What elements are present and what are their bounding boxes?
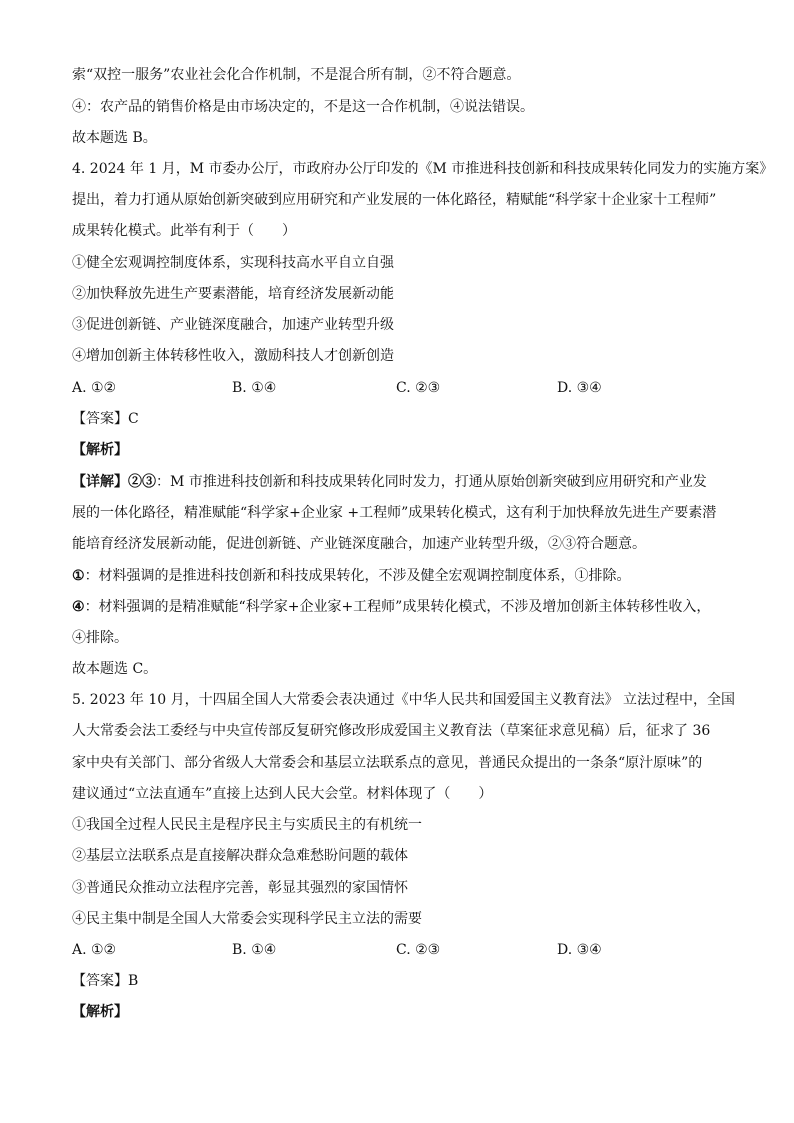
prev-conclusion: 故本题选 B。: [72, 130, 157, 146]
question-5-item: ②基层立法联系点是直接解决群众急难愁盼问题的载体: [72, 848, 408, 864]
question-4-stem: 成果转化模式。此举有利于（ ）: [72, 223, 296, 239]
question-4-item: ②加快释放先进生产要素潜能，培育经济发展新动能: [72, 286, 394, 302]
question-5-option-d: D. ③④: [557, 942, 602, 958]
question-5-item: ①我国全过程人民民主是程序民主与实质民主的有机统一: [72, 817, 422, 833]
question-4-detail-line: 能培育经济发展新动能，促进创新链、产业链深度融合，加速产业转型升级，②③符合题意。: [72, 536, 646, 552]
question-5-analysis-label: 【解析】: [72, 1004, 128, 1020]
question-5-option-a: A. ①②: [72, 942, 117, 958]
question-4-option-a: A. ①②: [72, 380, 117, 396]
prev-explanation-line: 索“双控一服务”农业社会化合作机制，不是混合所有制，②不符合题意。: [72, 67, 521, 83]
question-4-stem: 提出，着力打通从原始创新突破到应用研究和产业发展的一体化路径，精赋能“科学家十企业家十工程师”: [72, 192, 717, 208]
question-4-item: ③促进创新链、产业链深度融合，加速产业转型升级: [72, 317, 394, 333]
detail-label: 【详解】②③: [72, 474, 156, 490]
question-4-option-c: C. ②③: [396, 380, 441, 396]
question-4-exclusion-line: ④：材料强调的是精准赋能“科学家+企业家+工程师”成果转化模式，不涉及增加创新主体转移性收入，: [72, 599, 711, 615]
question-4-analysis-label: 【解析】: [72, 442, 128, 458]
question-5-option-b: B. ①④: [232, 942, 277, 958]
question-4-item: ①健全宏观调控制度体系，实现科技高水平自立自强: [72, 255, 394, 271]
question-4-stem: 4. 2024 年 1 月，M 市委办公厅，市政府办公厅印发的《M 市推进科技创新和科技成果转化同发力的实施方案》: [72, 161, 774, 177]
question-5-item: ④民主集中制是全国人大常委会实现科学民主立法的需要: [72, 911, 422, 927]
question-4-detail-line: 展的一体化路径，精准赋能“科学家+企业家 +工程师”成果转化模式，这有利于加快释放先进生产要素潜: [72, 505, 717, 521]
question-5-stem: 建议通过“立法直通车”直接上达到人民大会堂。材料体现了（ ）: [72, 786, 493, 802]
question-4-answer: 【答案】C: [72, 411, 139, 427]
question-4-detail-line: 【详解】②③：M 市推进科技创新和科技成果转化同时发力，打通从原始创新突破到应用研究和产业发: [72, 474, 707, 490]
question-4-conclusion: 故本题选 C。: [72, 661, 158, 677]
question-5-answer: 【答案】B: [72, 973, 139, 989]
question-5-stem: 5. 2023 年 10 月，十四届全国人大常委会表决通过《中华人民共和国爱国主义教育法》 立法过程中，全国: [72, 692, 736, 708]
question-4-exclusion-line: ④排除。: [72, 630, 128, 646]
question-5-item: ③普通民众推动立法程序完善，彰显其强烈的家国情怀: [72, 880, 408, 896]
question-4-item: ④增加创新主体转移性收入，激励科技人才创新创造: [72, 348, 394, 364]
question-4-exclusion-line: ①：材料强调的是推进科技创新和科技成果转化，不涉及健全宏观调控制度体系，①排除。: [72, 568, 631, 584]
question-5-stem: 人大常委会法工委经与中央宣传部反复研究修改形成爱国主义教育法（草案征求意见稿）后，征求了 36: [72, 723, 711, 739]
prev-explanation-line: ④：农产品的销售价格是由市场决定的，不是这一合作机制，④说法错误。: [72, 99, 534, 115]
question-5-stem: 家中央有关部门、部分省级人大常委会和基层立法联系点的意见，普通民众提出的一条条“原汁原味”的: [72, 755, 703, 771]
question-5-option-c: C. ②③: [396, 942, 441, 958]
question-4-option-b: B. ①④: [232, 380, 277, 396]
question-4-option-d: D. ③④: [557, 380, 602, 396]
